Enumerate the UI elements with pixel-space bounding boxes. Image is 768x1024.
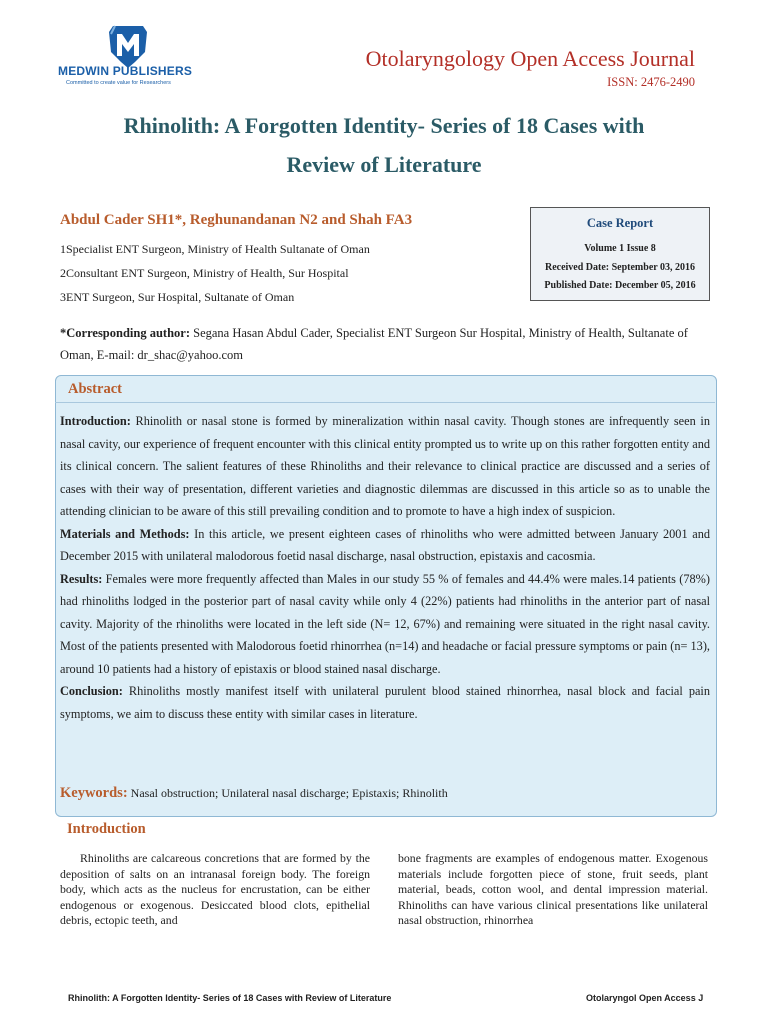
volume-issue: Volume 1 Issue 8 xyxy=(584,243,656,254)
abstract-body xyxy=(60,410,710,725)
abstract-introduction xyxy=(60,410,710,523)
article-title-line1: Rhinolith: A Forgotten Identity- Series of 18 Cases with xyxy=(123,113,645,138)
section-label: Introduction: xyxy=(60,414,131,428)
footer-running-title: Rhinolith: A Forgotten Identity- Series of 18 Cases with Review of Literature xyxy=(68,993,392,1003)
section-label: Results: xyxy=(60,571,103,586)
abstract-methods xyxy=(60,523,710,568)
keywords-label: Keywords: xyxy=(60,785,128,801)
published-date: Published Date: December 05, 2016 xyxy=(544,280,696,291)
introduction-column-2: bone fragments are examples of endogenous matter. Exogenous materials include forgotten piece of stone, fruit seeds, plant material, beads, cotton wool, and dental impression material. Rhinoliths can have various clinical presentations like unilateral nasal obstruction, rhinorrhea xyxy=(398,851,708,927)
abstract-conclusion xyxy=(60,680,710,725)
footer-journal: Otolaryngol Open Access J xyxy=(586,993,704,1003)
affiliation-2: 2Consultant ENT Surgeon, Ministry of Health, Sur Hospital xyxy=(60,266,349,280)
keywords-text: Nasal obstruction; Unilateral nasal discharge; Epistaxis; Rhinolith xyxy=(127,786,448,800)
case-info-box xyxy=(530,207,710,301)
author-list: Abdul Cader SH1*, Reghunandanan N2 and Shah FA3 xyxy=(60,212,413,228)
publisher-tagline: Committed to create value for Researchers xyxy=(66,80,171,86)
section-text: In this article, we present eighteen cases of rhinoliths who were admitted between January 2001 and December 2015 with unilateral malodorous foetid nasal discharge, nasal obstruction, epistaxis and cacosmia. xyxy=(60,526,711,563)
corresponding-text: Segana Hasan Abdul Cader, Specialist ENT Surgeon Sur Hospital, Ministry of Health, Sultanate of Oman, E-mail: dr_shac@yahoo.com xyxy=(60,326,688,362)
affiliation-3: 3ENT Surgeon, Sur Hospital, Sultanate of Oman xyxy=(60,290,295,304)
received-date: Received Date: September 03, 2016 xyxy=(544,262,696,273)
introduction-column-1: Rhinoliths are calcareous concretions that are formed by the deposition of salts on an intranasal foreign body. The foreign body, which acts as the nucleus for encrustation, can be either endogenous or exogenous. Desiccated blood clots, epithelial debris, ectopic teeth, and xyxy=(60,851,370,927)
article-type: Case Report xyxy=(586,216,654,230)
corresponding-author xyxy=(60,322,720,366)
corresponding-label: *Corresponding author: xyxy=(60,326,190,340)
section-text: Females were more frequently affected than Males in our study 55 % of females and 44.4% were males.14 patients (78%) had rhinoliths lodged in the posterior part of nasal cavity while only 4 (22%) patients had rhinoliths in the anterior part of nasal cavity. Majority of the rhinoliths were located in the left side (N= 12, 67%) and remaining were situated in the right nasal cavity. Most of the patients presented with Malodorous foetid rhinorrhea (n=14) and headache or facial pressure symptoms or pain (n= 13), around 10 patients had a history of epistaxis or blood stained nasal discharge. xyxy=(60,571,710,676)
article-title-line2: Review of Literature xyxy=(286,152,482,177)
publisher-name: MEDWIN PUBLISHERS xyxy=(58,64,193,78)
abstract-heading: Abstract xyxy=(68,381,122,397)
introduction-heading: Introduction xyxy=(67,821,146,837)
section-label: Conclusion: xyxy=(60,684,123,698)
section-label: Materials and Methods: xyxy=(60,526,190,541)
section-text: Rhinoliths mostly manifest itself with unilateral purulent blood stained rhinorrhea, nasal block and facial pain symptoms, we aim to discuss these entity with similar cases in literature. xyxy=(60,684,710,721)
abstract-divider xyxy=(55,402,715,403)
journal-issn: ISSN: 2476-2490 xyxy=(607,75,695,89)
journal-name: Otolaryngology Open Access Journal xyxy=(365,46,695,71)
section-text: Rhinolith or nasal stone is formed by mineralization within nasal cavity. Though stones are infrequently seen in nasal cavity, our experience of frequent encounter with this clinical entity prompted us to write up on this rather forgotten entity and its clinical concern. The salient features of these Rhinoliths and their relevance to clinical practice are discussed and a series of cases with their way of presentation, different varieties and diagnostic dilemmas are discussed in this article so as to unable the attending clinician to be aware of this still prevailing condition and to promote to have a high index of suspicion. xyxy=(60,414,710,518)
affiliation-1: 1Specialist ENT Surgeon, Ministry of Health Sultanate of Oman xyxy=(60,242,370,256)
abstract-results xyxy=(60,568,710,681)
keywords xyxy=(60,785,448,802)
